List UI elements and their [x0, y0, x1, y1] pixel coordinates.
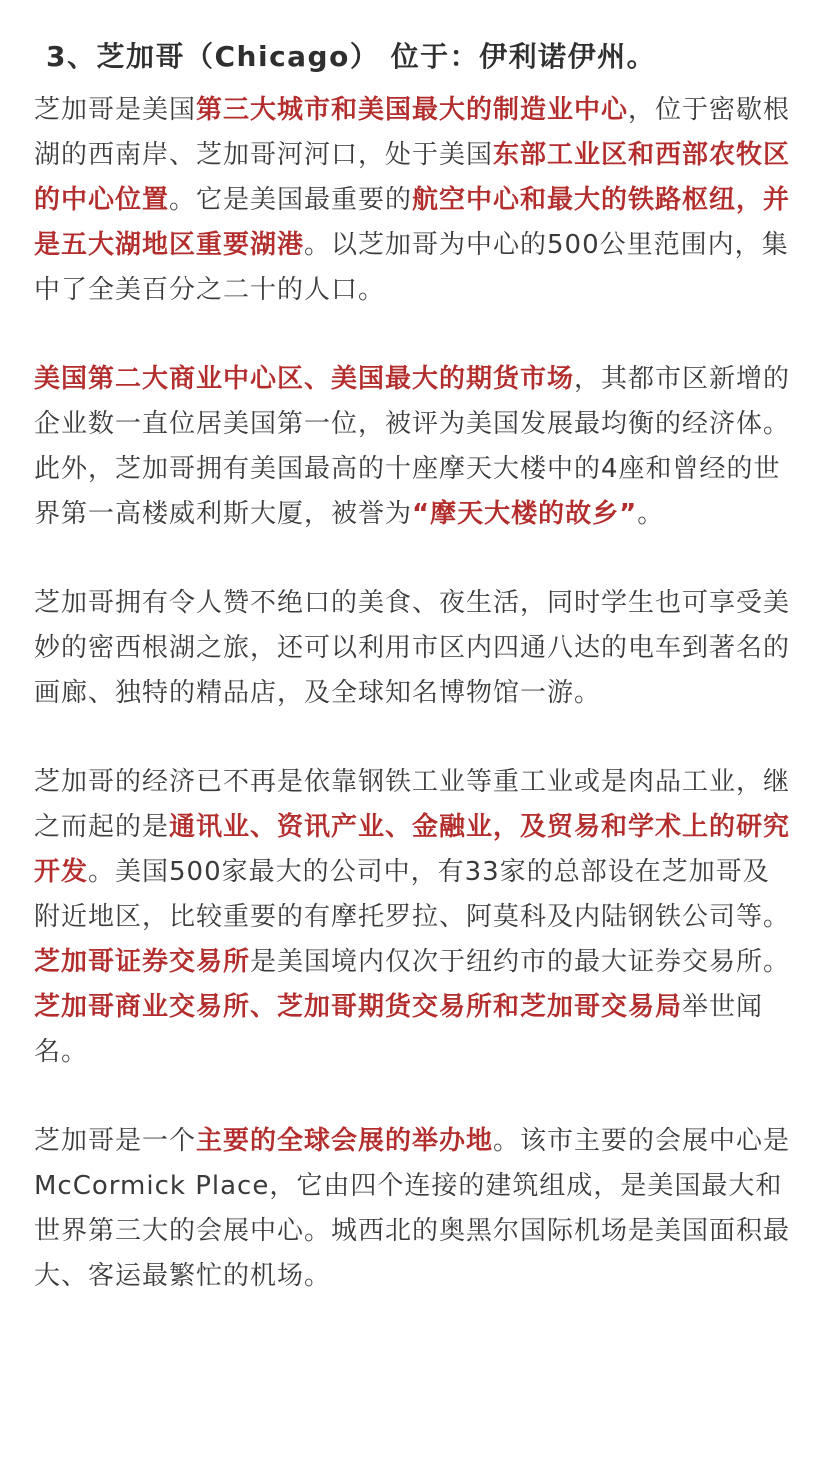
paragraph-1: [34, 88, 794, 313]
body-text: 是美国境内仅次于纽约市的最大证券交易所。: [250, 947, 791, 977]
highlighted-text: 第三大城市和美国最大的制造业中心: [196, 95, 629, 125]
body-text: 芝加哥是美国: [34, 95, 197, 125]
body-text: 芝加哥的经济已不再是依靠钢铁工业等重工业或是肉品工业，继之而起的是: [34, 767, 791, 842]
highlighted-text: 芝加哥商业交易所、芝加哥期货交易所和芝加哥交易局: [34, 992, 683, 1022]
body-text: 。该市主要的会展中心是McCormick Place，它由四个连接的建筑组成，是美国最大和世界第三大的会展中心。城西北的奥黑尔国际机场是美国面积最大、客运最繁忙的机场。: [34, 1126, 791, 1291]
body-text: ，其都市区新增的企业数一直位居美国第一位，被评为美国发展最均衡的经济体。此外，芝加哥拥有美国最高的十座摩天大楼中的4座和曾经的世界第一高楼威利斯大厦，被誉为: [34, 364, 791, 529]
body-text: 。: [637, 499, 665, 529]
highlighted-text: 航空中心和最大的铁路枢纽，并是五大湖地区重要湖港: [34, 185, 791, 260]
article-body: [34, 88, 794, 1299]
body-text: 。以芝加哥为中心的500公里范围内，集中了全美百分之二十的人口。: [34, 230, 789, 305]
body-text: 举世闻名。: [34, 992, 764, 1067]
body-text: 。它是美国最重要的: [169, 185, 413, 215]
body-text: 芝加哥拥有令人赞不绝口的美食、夜生活，同时学生也可享受美妙的密西根湖之旅，还可以利用市区内四通八达的电车到著名的画廊、独特的精品店，及全球知名博物馆一游。: [34, 588, 791, 708]
highlighted-text: 通讯业、资讯产业、金融业，及贸易和学术上的研究开发: [34, 812, 791, 887]
paragraph-3: [34, 581, 794, 716]
highlighted-text: 芝加哥证券交易所: [34, 947, 251, 977]
section-heading: 3、芝加哥（Chicago） 位于：伊利诺伊州。: [46, 40, 657, 73]
body-text: ，位于密歇根湖的西南岸、芝加哥河河口，处于美国: [34, 95, 791, 170]
paragraph-4: [34, 760, 794, 1075]
highlighted-text: 主要的全球会展的举办地: [196, 1126, 494, 1156]
highlighted-text: 美国第二大商业中心区、美国最大的期货市场: [34, 364, 575, 394]
paragraph-5: [34, 1119, 794, 1299]
body-text: 芝加哥是一个: [34, 1126, 197, 1156]
body-text: 。美国500家最大的公司中，有33家的总部设在芝加哥及附近地区，比较重要的有摩托罗拉、阿莫科及内陆钢铁公司等。: [34, 857, 791, 932]
highlighted-text: 东部工业区和西部农牧区的中心位置: [34, 140, 791, 215]
paragraph-2: [34, 357, 794, 537]
highlighted-text: “摩天大楼的故乡”: [412, 499, 638, 529]
